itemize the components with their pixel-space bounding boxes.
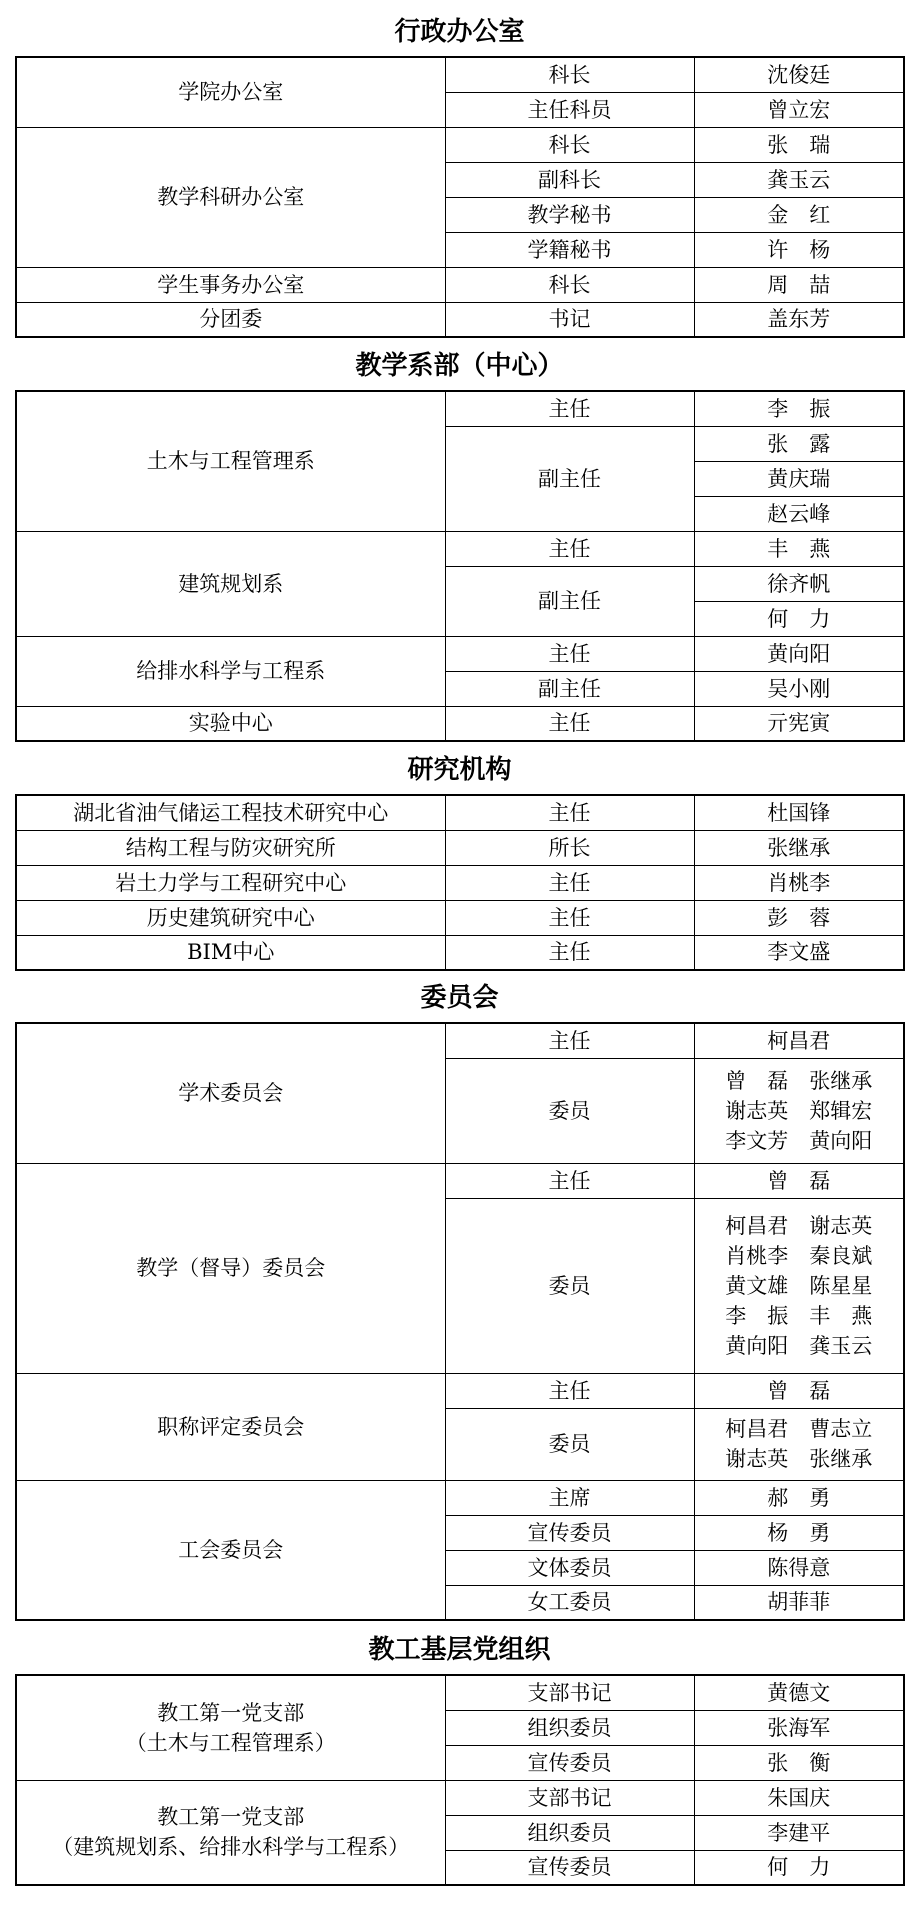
role-cell: 组织委员	[445, 1815, 694, 1850]
role-cell: 主任	[445, 795, 694, 830]
role-cell: 书记	[445, 302, 694, 337]
member-list-cell	[694, 1198, 904, 1373]
section-title: 行政办公室	[394, 17, 525, 47]
role-cell: 主任	[445, 1373, 694, 1408]
name-cell: 亓宪寅	[694, 706, 904, 741]
role-cell: 副主任	[445, 671, 694, 706]
name-cell: 张 瑞	[694, 127, 904, 162]
member-line: 谢志英 张继承	[725, 1447, 873, 1471]
role-cell: 主任	[445, 865, 694, 900]
section-title: 教学系部（中心）	[355, 351, 564, 381]
role-cell: 主任	[445, 636, 694, 671]
role-cell: 主席	[445, 1480, 694, 1515]
role-cell: 委员	[445, 1408, 694, 1480]
unit-name	[16, 1780, 445, 1885]
name-cell: 黄德文	[694, 1675, 904, 1710]
unit-name: 分团委	[16, 302, 445, 337]
name-cell: 郝 勇	[694, 1480, 904, 1515]
name-cell: 何 力	[694, 1850, 904, 1885]
role-cell: 委员	[445, 1058, 694, 1163]
role-cell: 副主任	[445, 426, 694, 531]
name-cell: 杨 勇	[694, 1515, 904, 1550]
role-cell: 主任	[445, 900, 694, 935]
member-line: 李 振 丰 燕	[725, 1303, 873, 1328]
role-cell: 副主任	[445, 566, 694, 636]
unit-name-line: 教工第一党支部	[157, 1805, 305, 1830]
role-cell: 教学秘书	[445, 197, 694, 232]
role-cell: 主任	[445, 531, 694, 566]
role-cell: 科长	[445, 127, 694, 162]
unit-name: 历史建筑研究中心	[16, 900, 445, 935]
unit-name: 学术委员会	[16, 1023, 445, 1163]
name-cell: 胡菲菲	[694, 1585, 904, 1620]
role-cell: 文体委员	[445, 1550, 694, 1585]
member-line: 李文芳 黄向阳	[725, 1128, 873, 1153]
role-cell: 主任	[445, 1163, 694, 1198]
name-cell: 黄向阳	[694, 636, 904, 671]
unit-name: 土木与工程管理系	[16, 391, 445, 531]
member-line: 黄向阳 龚玉云	[725, 1333, 873, 1358]
unit-name-line: （建筑规划系、给排水科学与工程系）	[52, 1835, 410, 1860]
name-cell: 肖桃李	[694, 865, 904, 900]
name-cell: 李建平	[694, 1815, 904, 1850]
section-title: 研究机构	[407, 755, 512, 785]
unit-name: 工会委员会	[16, 1480, 445, 1620]
role-cell: 支部书记	[445, 1780, 694, 1815]
name-cell: 盖东芳	[694, 302, 904, 337]
role-cell: 主任	[445, 706, 694, 741]
member-list-cell	[694, 1408, 904, 1480]
unit-name: 教学（督导）委员会	[16, 1163, 445, 1373]
role-cell: 科长	[445, 267, 694, 302]
name-cell: 赵云峰	[694, 496, 904, 531]
role-cell: 副科长	[445, 162, 694, 197]
role-cell: 主任科员	[445, 92, 694, 127]
member-list-cell	[694, 1058, 904, 1163]
member-line: 柯昌君 曹志立	[725, 1417, 873, 1441]
member-line: 谢志英 郑辑宏	[725, 1098, 873, 1123]
name-cell: 张继承	[694, 830, 904, 865]
unit-name: 实验中心	[16, 706, 445, 741]
member-line: 肖桃李 秦良斌	[725, 1243, 873, 1268]
role-cell: 宣传委员	[445, 1850, 694, 1885]
unit-name: 学生事务办公室	[16, 267, 445, 302]
name-cell: 徐齐帆	[694, 566, 904, 601]
unit-name: 学院办公室	[16, 57, 445, 127]
role-cell: 学籍秘书	[445, 232, 694, 267]
unit-name: 给排水科学与工程系	[16, 636, 445, 706]
role-cell: 科长	[445, 57, 694, 92]
member-line: 柯昌君 谢志英	[725, 1213, 873, 1238]
role-cell: 女工委员	[445, 1585, 694, 1620]
name-cell: 龚玉云	[694, 162, 904, 197]
name-cell: 许 杨	[694, 232, 904, 267]
unit-name: 结构工程与防灾研究所	[16, 830, 445, 865]
member-line: 曾 磊 张继承	[725, 1068, 873, 1093]
role-cell: 所长	[445, 830, 694, 865]
role-cell: 支部书记	[445, 1675, 694, 1710]
member-line: 黄文雄 陈星星	[725, 1273, 873, 1298]
unit-name: BIM中心	[16, 935, 445, 970]
section-table	[15, 1674, 905, 1886]
unit-name-line: （土木与工程管理系）	[125, 1730, 336, 1755]
name-cell: 黄庆瑞	[694, 461, 904, 496]
name-cell: 李文盛	[694, 935, 904, 970]
name-cell: 张 衡	[694, 1745, 904, 1780]
name-cell: 柯昌君	[694, 1023, 904, 1058]
name-cell: 朱国庆	[694, 1780, 904, 1815]
section-table	[15, 390, 905, 742]
name-cell: 丰 燕	[694, 531, 904, 566]
name-cell: 吴小刚	[694, 671, 904, 706]
role-cell: 宣传委员	[445, 1515, 694, 1550]
name-cell: 曾立宏	[694, 92, 904, 127]
unit-name: 岩土力学与工程研究中心	[16, 865, 445, 900]
unit-name: 教学科研办公室	[16, 127, 445, 267]
section-table	[15, 1022, 905, 1621]
section-title: 委员会	[420, 983, 499, 1013]
unit-name	[16, 1675, 445, 1780]
name-cell: 曾 磊	[694, 1373, 904, 1408]
unit-name: 湖北省油气储运工程技术研究中心	[16, 795, 445, 830]
name-cell: 金 红	[694, 197, 904, 232]
name-cell: 曾 磊	[694, 1163, 904, 1198]
name-cell: 何 力	[694, 601, 904, 636]
name-cell: 杜国锋	[694, 795, 904, 830]
name-cell: 张 露	[694, 426, 904, 461]
role-cell: 主任	[445, 1023, 694, 1058]
role-cell: 宣传委员	[445, 1745, 694, 1780]
section-title: 教工基层党组织	[368, 1635, 551, 1665]
role-cell: 主任	[445, 935, 694, 970]
unit-name: 职称评定委员会	[16, 1373, 445, 1480]
role-cell: 组织委员	[445, 1710, 694, 1745]
name-cell: 彭 蓉	[694, 900, 904, 935]
name-cell: 张海军	[694, 1710, 904, 1745]
section-table	[15, 794, 905, 971]
unit-name: 建筑规划系	[16, 531, 445, 636]
unit-name-line: 教工第一党支部	[157, 1700, 305, 1725]
role-cell: 主任	[445, 391, 694, 426]
name-cell: 陈得意	[694, 1550, 904, 1585]
role-cell: 委员	[445, 1198, 694, 1373]
name-cell: 沈俊廷	[694, 57, 904, 92]
section-table	[15, 56, 905, 338]
name-cell: 周 喆	[694, 267, 904, 302]
name-cell: 李 振	[694, 391, 904, 426]
